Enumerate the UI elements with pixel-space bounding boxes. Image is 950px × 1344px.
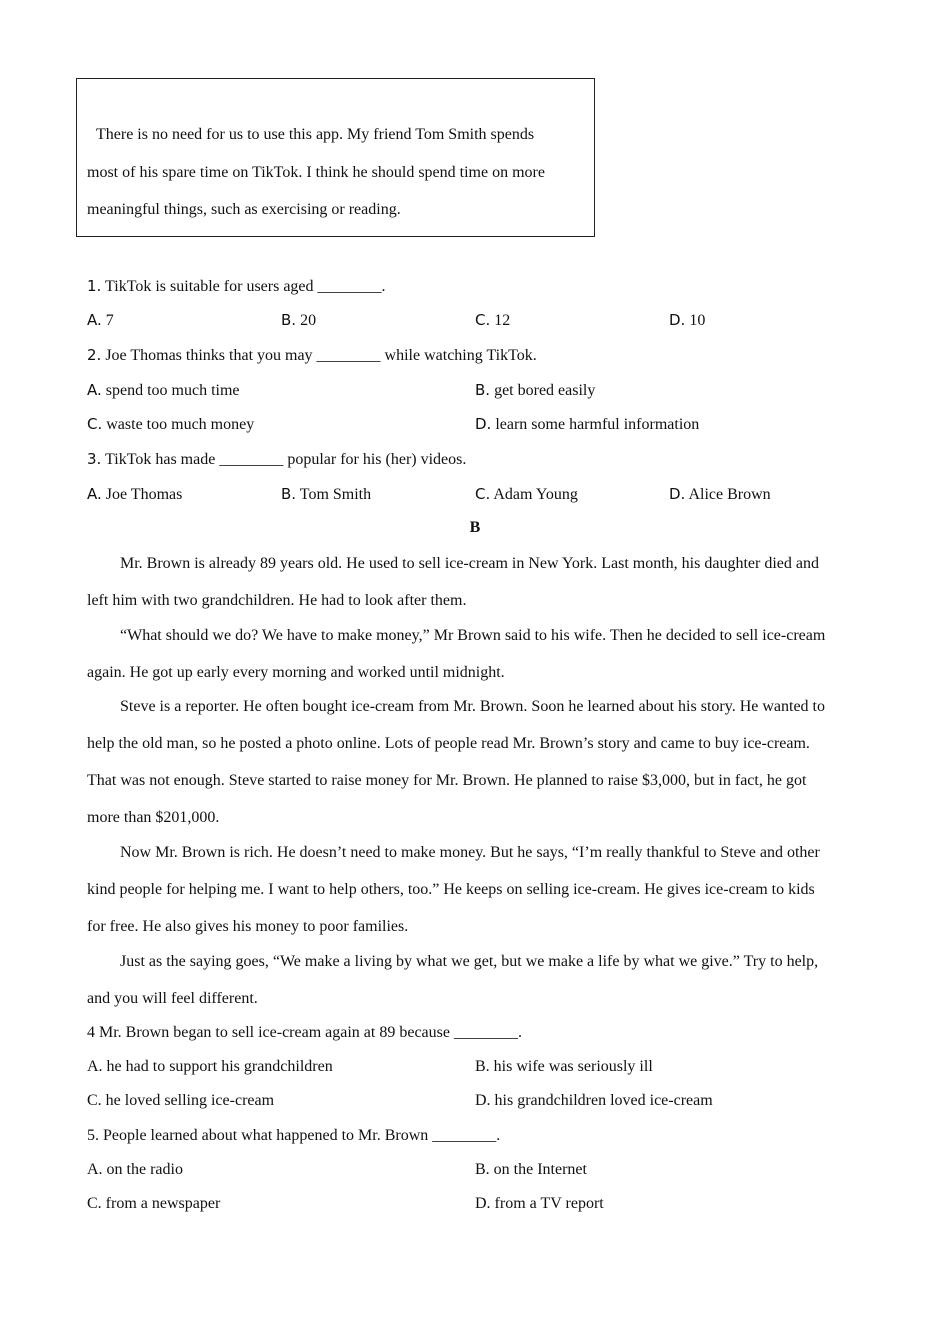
question-4: 4 Mr. Brown began to sell ice-cream again at 89 because ________. xyxy=(87,1024,522,1041)
excerpt-line: There is no need for us to use this app. My friend Tom Smith spends xyxy=(96,126,535,143)
option-3a[interactable]: A. Joe Thomas xyxy=(87,485,183,503)
option-1c[interactable]: C. 12 xyxy=(475,311,511,329)
option-4c[interactable]: C. he loved selling ice-cream xyxy=(87,1092,275,1109)
option-5b[interactable]: B. on the Internet xyxy=(475,1161,587,1178)
option-1a[interactable]: A. 7 xyxy=(87,311,114,329)
question-5: 5. People learned about what happened to Mr. Brown ________. xyxy=(87,1127,501,1144)
option-2d[interactable]: D. learn some harmful information xyxy=(475,415,700,433)
option-4d[interactable]: D. his grandchildren loved ice-cream xyxy=(475,1092,713,1109)
question-2 xyxy=(87,346,537,365)
option-4b[interactable]: B. his wife was seriously ill xyxy=(475,1058,653,1075)
option-2c[interactable]: C. waste too much money xyxy=(87,415,255,433)
passage-b-paragraph: Mr. Brown is already 89 years old. He used to sell ice-cream in New York. Last month, his daughter died and left him with two grandchildren. He had to look after them. xyxy=(87,555,819,609)
passage-b-paragraph: “What should we do? We have to make money,” Mr Brown said to his wife. Then he decided to sell ice-cream again. He got up early every morning and worked until midnight. xyxy=(87,627,826,681)
question-number: 2. xyxy=(87,346,102,364)
option-5c[interactable]: C. from a newspaper xyxy=(87,1195,221,1212)
question-number: 1. xyxy=(87,277,102,295)
option-2a[interactable]: A. spend too much time xyxy=(87,381,240,399)
question-text: TikTok is suitable for users aged ________. xyxy=(105,278,386,295)
section-b-heading: B xyxy=(469,519,481,536)
question-1 xyxy=(87,277,386,296)
option-3b[interactable]: B. Tom Smith xyxy=(281,485,372,503)
option-3c[interactable]: C. Adam Young xyxy=(475,485,578,503)
option-2b[interactable]: B. get bored easily xyxy=(475,381,596,399)
question-text: TikTok has made ________ popular for his (her) videos. xyxy=(105,451,467,468)
passage-b-paragraph: Now Mr. Brown is rich. He doesn’t need to make money. But he says, “I’m really thankful to Steve and other kind people for helping me. I want to help others, too.” He keeps on selling ice-cream. He gives ice-cream to kids for free. He also gives his money to poor families. xyxy=(87,844,820,935)
option-5a[interactable]: A. on the radio xyxy=(87,1161,183,1178)
option-1d[interactable]: D. 10 xyxy=(669,311,706,329)
option-5d[interactable]: D. from a TV report xyxy=(475,1195,604,1212)
question-3 xyxy=(87,450,466,469)
option-1b[interactable]: B. 20 xyxy=(281,311,317,329)
option-4a[interactable]: A. he had to support his grandchildren xyxy=(87,1058,333,1075)
excerpt-line: most of his spare time on TikTok. I think he should spend time on more xyxy=(87,164,545,181)
question-text: Joe Thomas thinks that you may ________ while watching TikTok. xyxy=(105,347,537,364)
option-3d[interactable]: D. Alice Brown xyxy=(669,485,771,503)
excerpt-line: meaningful things, such as exercising or reading. xyxy=(87,201,401,218)
passage-a-excerpt-box xyxy=(76,78,595,237)
passage-b-paragraph: Just as the saying goes, “We make a living by what we get, but we make a life by what we give.” Try to help, and you will feel different. xyxy=(87,953,819,1007)
question-number: 3. xyxy=(87,450,102,468)
passage-b-paragraph: Steve is a reporter. He often bought ice-cream from Mr. Brown. Soon he learned about his story. He wanted to help the old man, so he posted a photo online. Lots of people read Mr. Brown’s story and came to buy ice-cream. That was not enough. Steve started to raise money for Mr. Brown. He planned to raise $3,000, but in fact, he got more than $201,000. xyxy=(87,698,825,826)
